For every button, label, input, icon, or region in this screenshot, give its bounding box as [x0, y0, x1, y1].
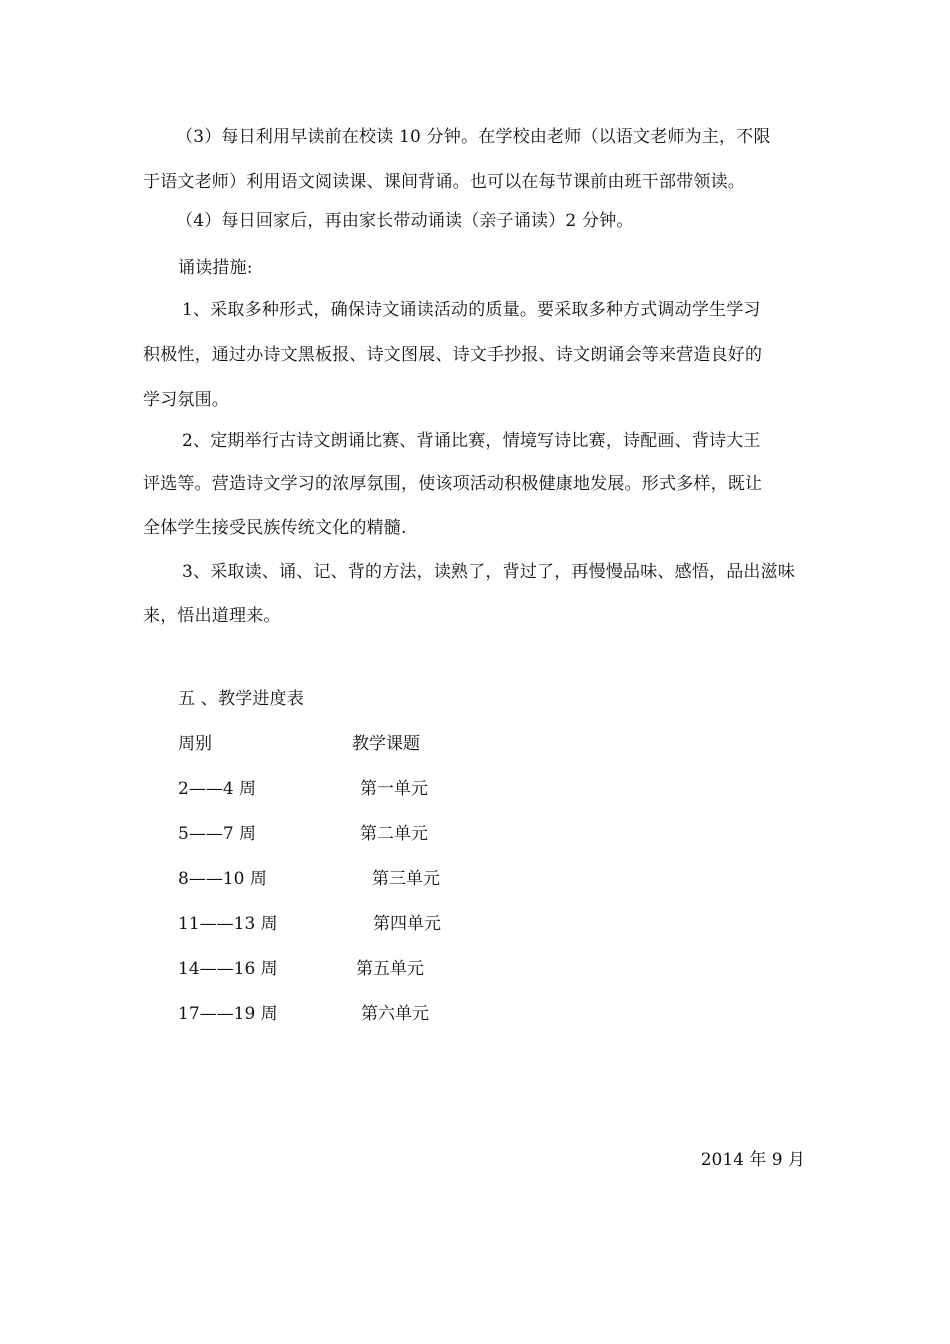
- item3-line2: 于语文老师）利用语文阅读课、课间背诵。也可以在每节课前由班干部带领读。: [143, 172, 745, 192]
- schedule-row-topic: 第六单元: [361, 1004, 429, 1024]
- measure2-line2: 评选等。营造诗文学习的浓厚氛围，使该项活动积极健康地发展。形式多样，既让: [143, 474, 763, 494]
- schedule-row-topic: 第三单元: [372, 869, 440, 889]
- measure1-line2: 积极性，通过办诗文黑板报、诗文图展、诗文手抄报、诗文朗诵会等来营造良好的: [143, 345, 763, 365]
- measure2-line3: 全体学生接受民族传统文化的精髓.: [143, 518, 407, 538]
- schedule-row-week: 11——13 周: [178, 914, 278, 934]
- measure3-line2: 来，悟出道理来。: [143, 606, 281, 626]
- measure1-line1: 1、采取多种形式，确保诗文诵读活动的质量。要采取多种方式调动学生学习: [182, 300, 761, 320]
- measure3-line1: 3、采取读、诵、记、背的方法，读熟了，背过了，再慢慢品味、感悟，品出滋味: [182, 562, 796, 582]
- schedule-col-week: 周别: [178, 734, 212, 754]
- schedule-row-week: 14——16 周: [178, 959, 278, 979]
- item4: （4）每日回家后，再由家长带动诵读（亲子诵读）2 分钟。: [176, 211, 634, 231]
- schedule-row-topic: 第二单元: [360, 824, 428, 844]
- measure1-line3: 学习氛围。: [143, 390, 229, 410]
- schedule-row-week: 8——10 周: [178, 869, 267, 889]
- schedule-row-topic: 第五单元: [356, 959, 424, 979]
- measure2-line1: 2、定期举行古诗文朗诵比赛、背诵比赛，情境写诗比赛，诗配画、背诗大王: [182, 431, 761, 451]
- schedule-row-topic: 第一单元: [360, 779, 428, 799]
- schedule-row-week: 17——19 周: [178, 1004, 278, 1024]
- document-date: 2014 年 9 月: [700, 1150, 805, 1170]
- schedule-row-week: 2——4 周: [178, 779, 257, 799]
- schedule-row-topic: 第四单元: [373, 914, 441, 934]
- item3-line1: （3）每日利用早读前在校读 10 分钟。在学校由老师（以语文老师为主，不限: [176, 127, 771, 147]
- schedule-col-topic: 教学课题: [352, 734, 420, 754]
- schedule-heading: 五 、教学进度表: [178, 689, 305, 709]
- schedule-row-week: 5——7 周: [178, 824, 257, 844]
- measures-heading: 诵读措施:: [178, 258, 253, 278]
